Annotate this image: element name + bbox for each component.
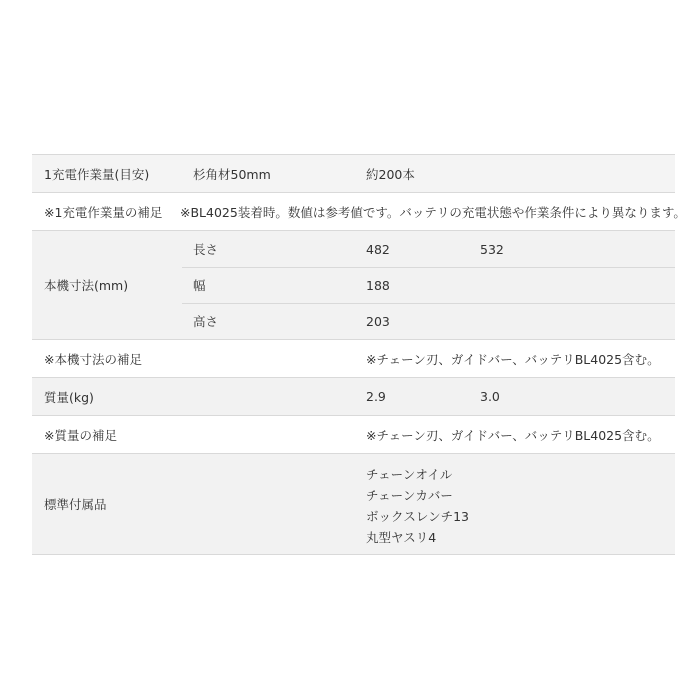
row-accessories bbox=[32, 454, 675, 555]
weight-note-label: ※質量の補足 bbox=[44, 427, 117, 443]
accessory-item: ボックスレンチ13 bbox=[366, 509, 469, 524]
dimension-width-row bbox=[182, 267, 675, 304]
weight-label: 質量(kg) bbox=[44, 389, 94, 405]
weight-value-2: 3.0 bbox=[480, 389, 500, 404]
dimension-length-value-1: 482 bbox=[366, 241, 390, 257]
dimensions-note-label: ※本機寸法の補足 bbox=[44, 351, 142, 367]
dimension-width-value: 188 bbox=[366, 277, 390, 293]
dimensions-label: 本機寸法(mm) bbox=[44, 278, 129, 293]
dimension-height-name: 高さ bbox=[193, 314, 219, 329]
row-dimensions bbox=[32, 231, 675, 340]
accessory-item: 丸型ヤスリ4 bbox=[366, 530, 437, 545]
row-work-amount bbox=[32, 155, 675, 193]
dimension-length-name: 長さ bbox=[193, 242, 219, 257]
work-amount-label: 1充電作業量(目安) bbox=[44, 166, 150, 182]
row-dimensions-note bbox=[32, 340, 675, 378]
work-amount-value: 約200本 bbox=[366, 166, 415, 182]
accessory-item: チェーンカバー bbox=[366, 488, 453, 503]
dimension-length-row bbox=[182, 231, 675, 268]
weight-value-1: 2.9 bbox=[366, 389, 386, 404]
accessories-label: 標準付属品 bbox=[44, 497, 107, 512]
work-amount-note-label: ※1充電作業量の補足 bbox=[44, 204, 163, 220]
weight-note-text: ※チェーン刃、ガイドバー、バッテリBL4025含む。 bbox=[366, 427, 660, 443]
spec-table bbox=[32, 154, 686, 555]
dimension-height-value: 203 bbox=[366, 313, 390, 329]
work-amount-material: 杉角材50mm bbox=[193, 166, 271, 182]
row-weight-note bbox=[32, 416, 675, 454]
dimension-height-row bbox=[182, 303, 675, 339]
dimension-length-value-2: 532 bbox=[480, 241, 504, 257]
dimensions-note-text: ※チェーン刃、ガイドバー、バッテリBL4025含む。 bbox=[366, 351, 660, 367]
row-work-amount-note bbox=[32, 193, 686, 231]
work-amount-note-text: ※BL4025装着時。数値は参考値です。バッテリの充電状態や作業条件により異なります。 bbox=[180, 204, 686, 220]
accessories-list bbox=[366, 464, 469, 548]
accessory-item: チェーンオイル bbox=[366, 467, 453, 482]
row-weight bbox=[32, 378, 675, 416]
dimension-width-name: 幅 bbox=[193, 278, 206, 293]
